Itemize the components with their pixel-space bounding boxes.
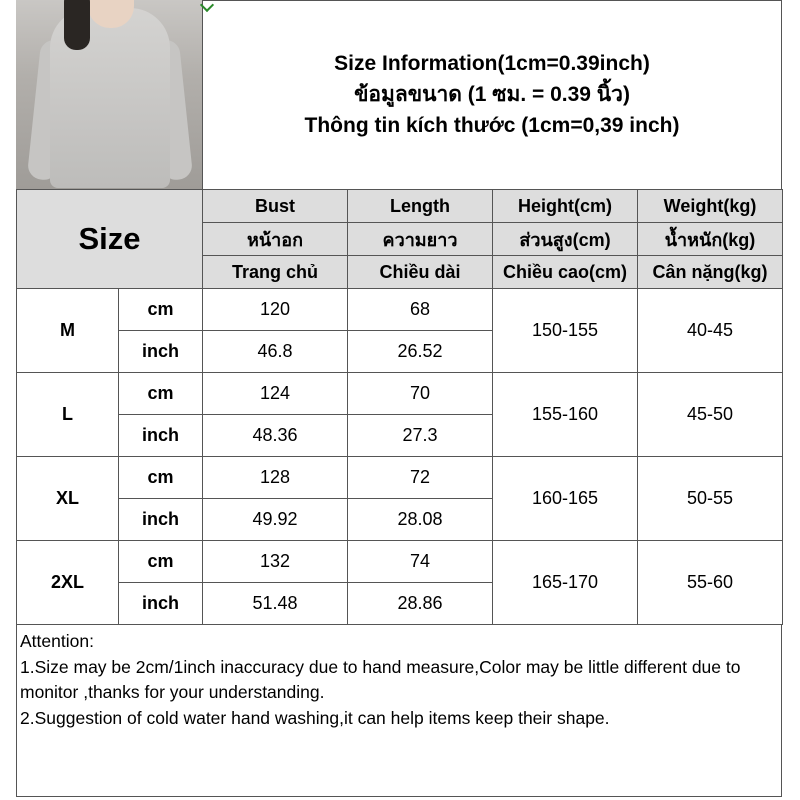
size-label: M — [17, 289, 119, 373]
unit-label: inch — [119, 415, 203, 457]
note-item: 1.Size may be 2cm/1inch inaccuracy due to hand measure,Color may be little different due to monitor ,thanks for your understanding. — [20, 656, 746, 702]
column-header: Chiều dài — [348, 256, 493, 289]
attention-notes — [16, 628, 782, 797]
title-vietnamese: Thông tin kích thước (1cm=0,39 inch) — [304, 114, 680, 137]
length-cell: 26.52 — [348, 331, 493, 373]
bust-cell: 51.48 — [203, 583, 348, 625]
unit-label: inch — [119, 331, 203, 373]
bust-cell: 46.8 — [203, 331, 348, 373]
header-row-english — [17, 190, 783, 223]
column-header: ส่วนสูง(cm) — [493, 223, 638, 256]
column-header: Weight(kg) — [638, 190, 783, 223]
bust-cell: 132 — [203, 541, 348, 583]
length-cell: 72 — [348, 457, 493, 499]
weight-cell: 50-55 — [638, 457, 783, 541]
size-table — [16, 189, 783, 625]
height-cell: 165-170 — [493, 541, 638, 625]
title-thai: ข้อมูลขนาด (1 ซม. = 0.39 นิ้ว) — [354, 83, 630, 106]
photo-hair — [64, 0, 90, 50]
column-header: น้ำหนัก(kg) — [638, 223, 783, 256]
bust-cell: 124 — [203, 373, 348, 415]
bust-cell: 128 — [203, 457, 348, 499]
column-header: หน้าอก — [203, 223, 348, 256]
unit-label: cm — [119, 457, 203, 499]
note-item: 2.Suggestion of cold water hand washing,it can help items keep their shape. — [20, 707, 610, 728]
weight-cell: 45-50 — [638, 373, 783, 457]
column-header: Bust — [203, 190, 348, 223]
height-cell: 155-160 — [493, 373, 638, 457]
size-label: XL — [17, 457, 119, 541]
table-row — [17, 457, 783, 499]
height-cell: 150-155 — [493, 289, 638, 373]
unit-label: cm — [119, 373, 203, 415]
column-header: ความยาว — [348, 223, 493, 256]
column-header: Cân nặng(kg) — [638, 256, 783, 289]
product-photo — [16, 0, 203, 190]
height-cell: 160-165 — [493, 457, 638, 541]
size-label: 2XL — [17, 541, 119, 625]
bust-cell: 120 — [203, 289, 348, 331]
unit-label: cm — [119, 541, 203, 583]
table-row — [17, 373, 783, 415]
length-cell: 68 — [348, 289, 493, 331]
column-header: Trang chủ — [203, 256, 348, 289]
length-cell: 70 — [348, 373, 493, 415]
title-block — [202, 0, 782, 190]
unit-label: inch — [119, 583, 203, 625]
weight-cell: 55-60 — [638, 541, 783, 625]
notes-heading: Attention: — [20, 631, 94, 651]
column-header: Chiều cao(cm) — [493, 256, 638, 289]
unit-label: cm — [119, 289, 203, 331]
size-header: Size — [17, 190, 203, 289]
length-cell: 74 — [348, 541, 493, 583]
bust-cell: 49.92 — [203, 499, 348, 541]
weight-cell: 40-45 — [638, 289, 783, 373]
size-label: L — [17, 373, 119, 457]
column-header: Length — [348, 190, 493, 223]
table-row — [17, 289, 783, 331]
column-header: Height(cm) — [493, 190, 638, 223]
table-row — [17, 541, 783, 583]
length-cell: 27.3 — [348, 415, 493, 457]
title-english: Size Information(1cm=0.39inch) — [334, 52, 650, 75]
length-cell: 28.86 — [348, 583, 493, 625]
length-cell: 28.08 — [348, 499, 493, 541]
bust-cell: 48.36 — [203, 415, 348, 457]
unit-label: inch — [119, 499, 203, 541]
